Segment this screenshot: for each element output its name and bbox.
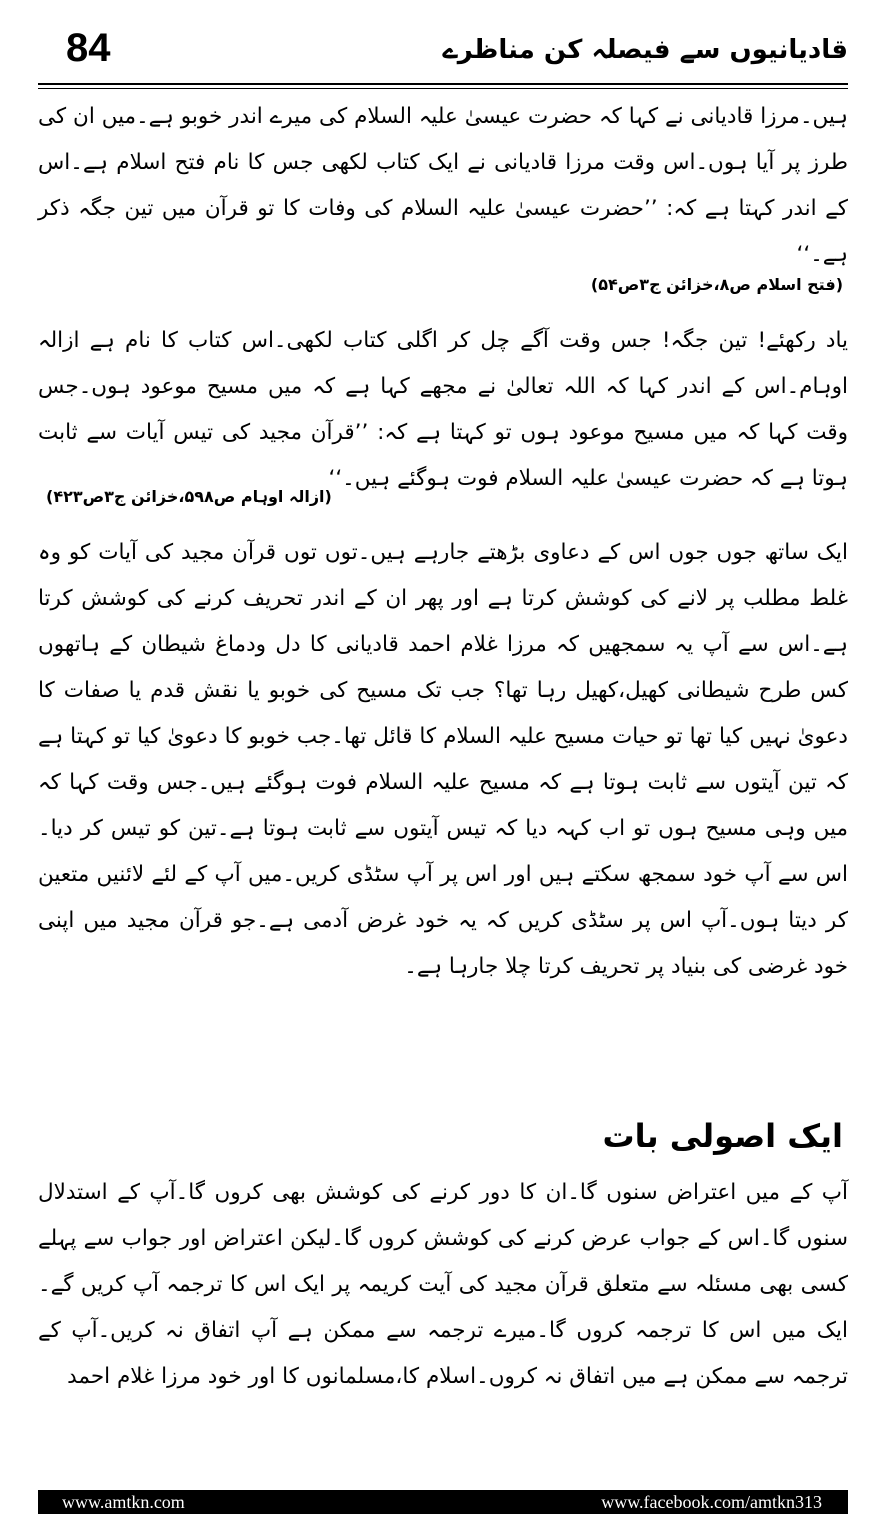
paragraph-4: آپ کے میں اعتراض سنوں گا۔ان کا دور کرنے کی کوشش بھی کروں گا۔آپ کے استدلال سنوں گا۔اس کے جواب عرض کرنے کی کوشش کروں گا۔لیکن اعتراض اور جواب سے پہلے کسی بھی مسئلہ سے متعلق قرآن مجید کی آیت کریمہ پر ایک اس کا ترجمہ آپ کریں گے۔ایک میں اس کا ترجمہ کروں گا۔میرے ترجمہ سے ممکن ہے آپ اتفاق نہ کریں۔آپ کے ترجمہ سے ممکن ہے میں اتفاق نہ کروں۔اسلام کا،مسلمانوں کا اور خود مرزا غلام احمد xyxy=(38,1180,848,1389)
paragraph-1-block xyxy=(38,94,848,278)
citation-izala-auham: (ازالہ اوہام ص۵۹۸،خزائن ج۳ص۴۲۳) xyxy=(46,487,332,506)
page-header xyxy=(38,22,848,82)
paragraph-3: ایک ساتھ جوں جوں اس کے دعاوی بڑھتے جارہے ہیں۔توں توں قرآن مجید کی آیات کو وہ غلط مطلب پر لانے کی کوشش کرتا ہے اور پھر ان کے اندر تحریف کرنے کی کوشش کرتا ہے۔اس سے آپ یہ سمجھیں کہ مرزا غلام احمد قادیانی کا دل ودماغ شیطان کے ہاتھوں کس طرح شیطانی کھیل،کھیل رہا تھا؟ جب تک مسیح کی خوبو یا نقش قدم یا صفات کا دعویٰ نہیں کیا تھا تو حیات مسیح علیہ السلام کا قائل تھا۔جب خوبو کا دعویٰ کیا تو کہتا ہے کہ تین آیتوں سے ثابت ہوتا ہے کہ مسیح علیہ السلام فوت ہوگئے ہیں۔جس وقت کہا کہ میں وہی مسیح ہوں تو اب کہہ دیا کہ تیس آیتوں سے ثابت ہوتا ہے۔تین کو تیس کر دیا۔اس سے آپ خود سمجھ سکتے ہیں اور اس پر آپ سٹڈی کریں۔میں آپ کے لئے لائنیں متعین کر دیتا ہوں۔آپ اس پر سٹڈی کریں کہ یہ خود غرض آدمی ہے۔جو قرآن مجید میں اپنی خود غرضی کی بنیاد پر تحریف کرتا چلا جارہا ہے۔ xyxy=(38,540,848,979)
footer-facebook-link[interactable]: www.facebook.com/amtkn313 xyxy=(601,1492,822,1512)
footer-bar xyxy=(38,1490,848,1514)
footer-website-link[interactable]: www.amtkn.com xyxy=(62,1492,185,1512)
header-divider-thin xyxy=(38,88,848,89)
citation-fath-islam: (فتح اسلام ص۸،خزائن ج۳ص۵۴) xyxy=(590,275,843,294)
paragraph-4-block xyxy=(38,1170,848,1400)
header-divider xyxy=(38,83,848,85)
section-heading: ایک اصولی بات xyxy=(602,1117,843,1155)
paragraph-2-block xyxy=(38,318,848,502)
page-number: 84 xyxy=(66,26,111,70)
paragraph-2: یاد رکھئے! تین جگہ! جس وقت آگے چل کر اگلی کتاب لکھی۔اس کتاب کا نام ہے ازالہ اوہام۔اس کے اندر کہا کہ اللہ تعالیٰ نے مجھے کہا ہے کہ میں مسیح موعود ہوں۔جس وقت کہا کہ میں مسیح موعود ہوں تو کہتا ہے کہ: ’’قرآن مجید کی تیس آیات سے ثابت ہوتا ہے کہ حضرت عیسیٰ علیہ السلام فوت ہوگئے ہیں۔‘‘ xyxy=(38,328,848,491)
paragraph-1: ہیں۔مرزا قادیانی نے کہا کہ حضرت عیسیٰ علیہ السلام کی میرے اندر خوبو ہے۔میں ان کی طرز پر آیا ہوں۔اس وقت مرزا قادیانی نے ایک کتاب لکھی جس کا نام فتح اسلام ہے۔اس کے اندر کہتا ہے کہ: ’’حضرت عیسیٰ علیہ السلام کی وفات کا تو قرآن میں تین جگہ ذکر ہے۔‘‘ xyxy=(38,104,848,267)
running-title: قادیانیوں سے فیصلہ کن مناظرے xyxy=(442,35,848,65)
paragraph-3-block xyxy=(38,530,848,990)
